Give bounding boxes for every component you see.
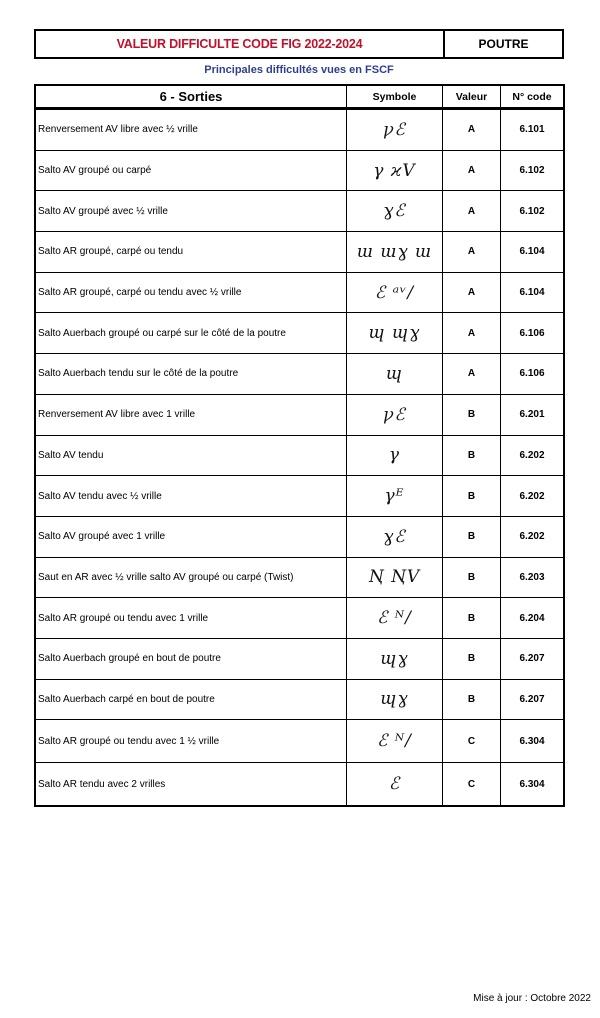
skill-name: Salto AV groupé avec ½ vrille <box>36 191 347 231</box>
skill-symbol <box>347 476 443 516</box>
table-row <box>36 394 563 435</box>
skill-symbol <box>347 191 443 231</box>
table-row <box>36 719 563 762</box>
skill-value: B <box>443 680 501 720</box>
skill-name: Saut en AR avec ½ vrille salto AV groupé ou carpé (Twist) <box>36 558 347 598</box>
skill-value: A <box>443 191 501 231</box>
skill-value: A <box>443 354 501 394</box>
skill-symbol <box>347 232 443 272</box>
skill-value: B <box>443 598 501 638</box>
handwritten-symbol: ɯ ɯɣ ɯ <box>356 241 433 262</box>
skill-code: 6.106 <box>519 368 545 380</box>
skill-name: Salto AR groupé ou tendu avec 1 vrille <box>36 598 347 638</box>
skill-name: Salto AR tendu avec 2 vrilles <box>36 763 347 805</box>
document-subtitle: Principales difficultés vues en FSCF <box>204 64 394 76</box>
skills-table <box>34 84 565 807</box>
handwritten-symbol: ɣℰ <box>383 526 406 547</box>
skill-code: 6.102 <box>519 165 545 177</box>
handwritten-symbol: ℰ ᴺ/ <box>377 731 412 752</box>
table-row <box>36 231 563 272</box>
skill-name: Salto AV groupé ou carpé <box>36 151 347 191</box>
skill-code: 6.202 <box>519 490 545 502</box>
skill-name: Salto AV groupé avec 1 vrille <box>36 517 347 557</box>
skill-code: 6.101 <box>519 124 545 136</box>
skill-code: 6.202 <box>519 449 545 461</box>
title-bar <box>34 29 564 59</box>
table-row <box>36 435 563 476</box>
handwritten-symbol: γ ϰV <box>373 160 416 181</box>
table-row <box>36 516 563 557</box>
handwritten-symbol: ɰɣ <box>380 648 409 669</box>
skill-code: 6.201 <box>519 409 545 421</box>
table-row <box>36 353 563 394</box>
table-header-row <box>36 86 563 109</box>
table-row <box>36 190 563 231</box>
skill-value: A <box>443 151 501 191</box>
skill-code: 6.207 <box>519 693 545 705</box>
skill-value: A <box>443 232 501 272</box>
skill-name: Salto AR groupé, carpé ou tendu avec ½ vrille <box>36 273 347 313</box>
skill-symbol <box>347 517 443 557</box>
update-date: Mise à jour : Octobre 2022 <box>473 993 591 1004</box>
skill-value: A <box>443 313 501 353</box>
table-row <box>36 312 563 353</box>
table-row <box>36 638 563 679</box>
handwritten-symbol: ɰ <box>385 363 404 384</box>
skill-symbol <box>347 273 443 313</box>
skill-value: B <box>443 395 501 435</box>
skill-symbol <box>347 436 443 476</box>
skill-code: 6.104 <box>519 287 545 299</box>
skill-value: A <box>443 110 501 150</box>
skill-name: Salto AR groupé ou tendu avec 1 ½ vrille <box>36 720 347 762</box>
skill-name: Salto AV tendu <box>36 436 347 476</box>
column-header-symbol: Symbole <box>347 86 443 107</box>
section-title: 6 - Sorties <box>36 86 347 107</box>
table-row <box>36 679 563 720</box>
skill-symbol <box>347 110 443 150</box>
skill-value: A <box>443 273 501 313</box>
skill-symbol <box>347 354 443 394</box>
handwritten-symbol: ꝩℰ <box>383 119 406 140</box>
skill-code: 6.104 <box>519 246 545 258</box>
skill-symbol <box>347 598 443 638</box>
handwritten-symbol: γᴱ <box>384 486 405 507</box>
handwritten-symbol: Ꞑ ꞐV <box>368 567 421 588</box>
handwritten-symbol: ℰ <box>388 774 401 795</box>
apparatus-label: POUTRE <box>478 37 529 51</box>
skill-name: Salto Auerbach groupé en bout de poutre <box>36 639 347 679</box>
skill-value: B <box>443 436 501 476</box>
skill-value: B <box>443 558 501 598</box>
skill-code: 6.203 <box>519 571 545 583</box>
skill-symbol <box>347 313 443 353</box>
skill-name: Salto Auerbach carpé en bout de poutre <box>36 680 347 720</box>
skill-name: Renversement AV libre avec 1 vrille <box>36 395 347 435</box>
skill-code: 6.102 <box>519 205 545 217</box>
table-row <box>36 762 563 805</box>
handwritten-symbol: ɣℰ <box>383 201 406 222</box>
skill-name: Renversement AV libre avec ½ vrille <box>36 110 347 150</box>
table-row <box>36 109 563 150</box>
table-row <box>36 557 563 598</box>
skill-value: C <box>443 763 501 805</box>
skill-code: 6.207 <box>519 653 545 665</box>
skill-symbol <box>347 720 443 762</box>
skill-name: Salto Auerbach tendu sur le côté de la poutre <box>36 354 347 394</box>
handwritten-symbol: ɰ ɰɣ <box>368 323 421 344</box>
skill-name: Salto AR groupé, carpé ou tendu <box>36 232 347 272</box>
skill-name: Salto AV tendu avec ½ vrille <box>36 476 347 516</box>
skill-value: B <box>443 517 501 557</box>
skill-code: 6.202 <box>519 531 545 543</box>
handwritten-symbol: γ <box>388 445 401 466</box>
handwritten-symbol: ɰɣ <box>380 689 409 710</box>
document-title: VALEUR DIFFICULTE CODE FIG 2022-2024 <box>36 31 445 57</box>
table-row <box>36 475 563 516</box>
column-header-value: Valeur <box>443 86 501 107</box>
skill-code: 6.106 <box>519 327 545 339</box>
skill-symbol <box>347 680 443 720</box>
skill-symbol <box>347 558 443 598</box>
skill-symbol <box>347 151 443 191</box>
table-row <box>36 150 563 191</box>
column-header-code: N° code <box>512 90 552 103</box>
skill-code: 6.204 <box>519 612 545 624</box>
skill-symbol <box>347 639 443 679</box>
skill-value: B <box>443 639 501 679</box>
skill-symbol <box>347 395 443 435</box>
handwritten-symbol: ꝩℰ <box>383 404 406 425</box>
skill-code: 6.304 <box>519 735 545 747</box>
skill-symbol <box>347 763 443 805</box>
skill-value: B <box>443 476 501 516</box>
skill-value: C <box>443 720 501 762</box>
handwritten-symbol: ℰ ᵃᵛ/ <box>374 282 415 303</box>
skill-code: 6.304 <box>519 778 545 790</box>
table-row <box>36 272 563 313</box>
table-row <box>36 597 563 638</box>
handwritten-symbol: ℰ ᴺ/ <box>377 608 412 629</box>
skill-name: Salto Auerbach groupé ou carpé sur le côté de la poutre <box>36 313 347 353</box>
